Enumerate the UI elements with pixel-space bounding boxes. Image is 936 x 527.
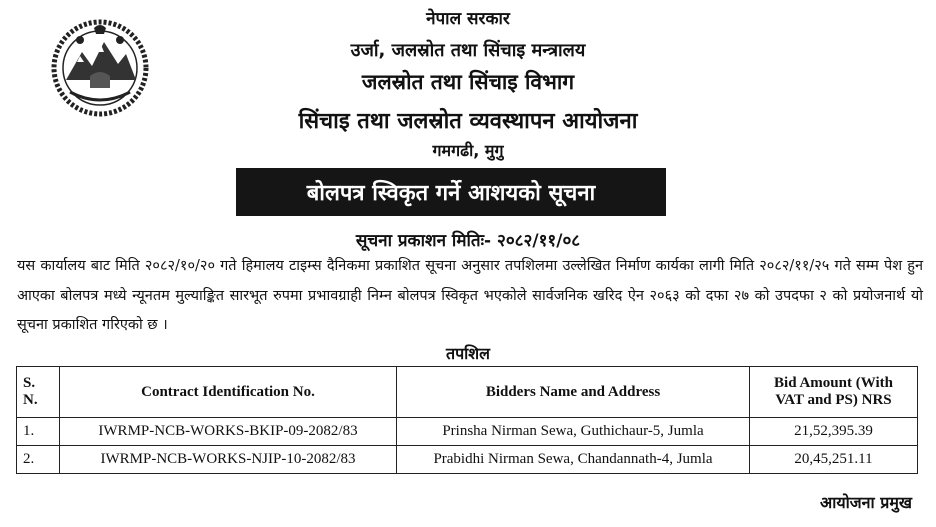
table-row [17,446,918,474]
table-header-row [17,367,918,418]
cell-bidder: Prinsha Nirman Sewa, Guthichaur-5, Jumla [397,418,750,446]
cell-bidder: Prabidhi Nirman Sewa, Chandannath-4, Jumla [397,446,750,474]
header-amount: Bid Amount (With VAT and PS) NRS [750,367,918,418]
cell-amount: 20,45,251.11 [750,446,918,474]
header-bidder: Bidders Name and Address [397,367,750,418]
table-row [17,418,918,446]
notice-title-banner: बोलपत्र स्विकृत गर्ने आशयको सूचना [236,168,666,216]
header-sn: S. N. [17,367,60,418]
office-location: गमगढी, मुगु [432,141,504,160]
cell-sn: 1. [17,418,60,446]
publication-date: सूचना प्रकाशन मितिः- २०८२/११/०८ [355,231,581,251]
bid-table [16,366,918,474]
ministry-name: उर्जा, जलस्रोत तथा सिंचाइ मन्त्रालय [350,40,586,61]
cell-contract: IWRMP-NCB-WORKS-BKIP-09-2082/83 [60,418,397,446]
department-name: जलस्रोत तथा सिंचाइ विभाग [361,70,575,94]
cell-sn: 2. [17,446,60,474]
table-label: तपशिल [445,344,491,363]
notice-body: यस कार्यालय बाट मिति २०८२/१०/२० गते हिमालय टाइम्स दैनिकमा प्रकाशित सूचना अनुसार तपशिलमा उल्लेखित निर्माण कार्यका लागी मिति २०८२/११/२५ गते सम्म पेश हुन आएका बोलपत्र मध्ये न्यूनतम मुल्याङ्कित सारभूत रुपमा प्रभावग्राही निम्न बोलपत्र स्विकृत भएकोले सार्वजनिक खरिद ऐन २०६३ को दफा २७ को उपदफा २ को प्रयोजनार्थ यो सूचना प्रकाशित गरिएको छ । [17,258,923,333]
cell-contract: IWRMP-NCB-WORKS-NJIP-10-2082/83 [60,446,397,474]
cell-amount: 21,52,395.39 [750,418,918,446]
government-name: नेपाल सरकार [426,9,510,29]
header-contract: Contract Identification No. [60,367,397,418]
project-name: सिंचाइ तथा जलस्रोत व्यवस्थापन आयोजना [298,109,638,134]
signatory-title: आयोजना प्रमुख [819,493,912,512]
